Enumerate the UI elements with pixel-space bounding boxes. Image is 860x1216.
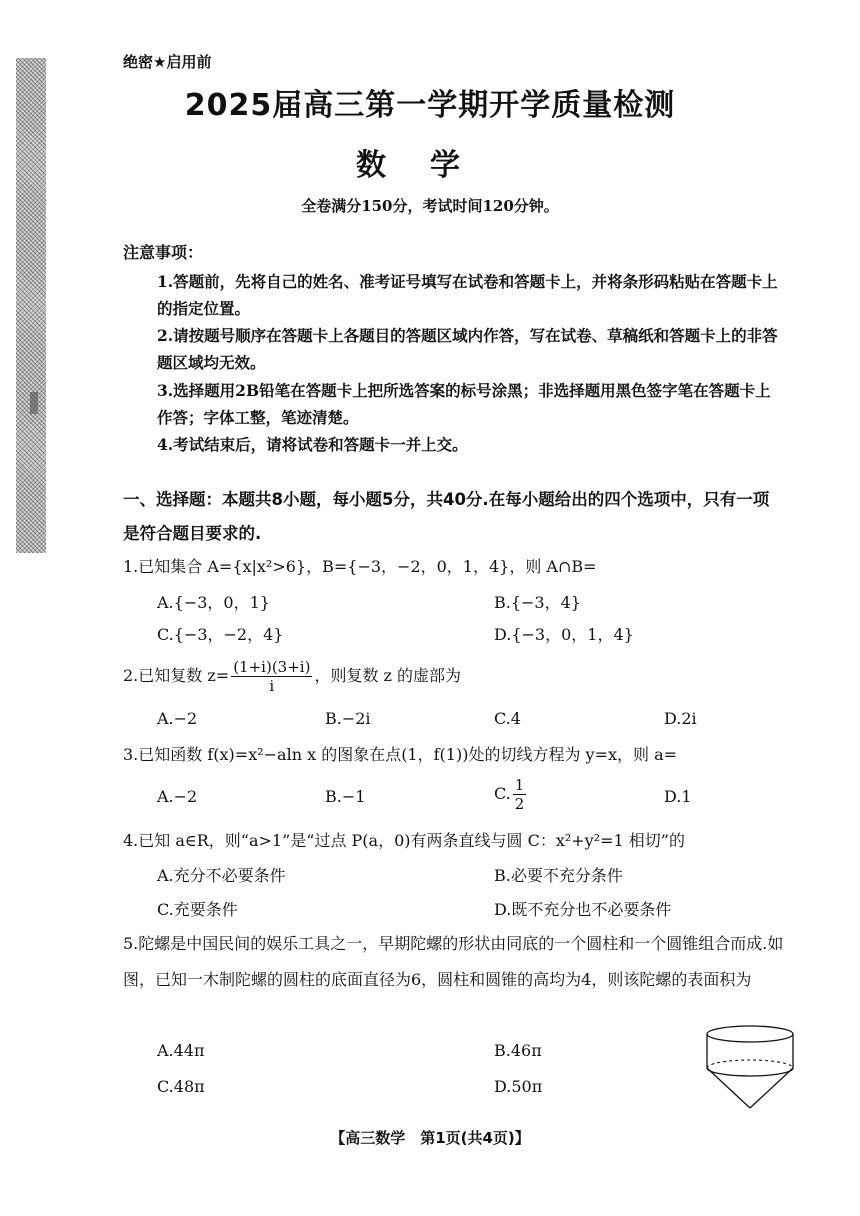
q1-option-a: A.{−3，0，1} bbox=[157, 593, 270, 612]
top-ellipse bbox=[707, 1026, 793, 1042]
q2-stem-after: ，则复数 z 的虚部为 bbox=[314, 666, 462, 685]
q2-option-b: B.−2i bbox=[325, 709, 371, 728]
q4-option-d: D.既不充分也不必要条件 bbox=[494, 900, 672, 919]
q3-option-c-label: C. bbox=[494, 784, 511, 803]
scan-edge-strip bbox=[16, 58, 46, 553]
q3-option-d: D.1 bbox=[664, 787, 692, 806]
note-item: 4.考试结束后，请将试卷和答题卡一并上交。 bbox=[157, 435, 468, 454]
note-item: 1.答题前，先将自己的姓名、准考证号填写在试卷和答题卡上，并将条形码粘贴在答题卡上的指定位置。 bbox=[157, 272, 778, 318]
exam-title: 2025届高三第一学期开学质量检测 bbox=[184, 88, 676, 123]
q2-frac-numerator: (1+i)(3+i) bbox=[233, 658, 311, 676]
question-2-stem bbox=[123, 658, 461, 695]
q2-fraction bbox=[231, 658, 312, 695]
q5-option-d: D.50π bbox=[494, 1077, 543, 1096]
q3-c-numerator: 1 bbox=[514, 776, 525, 794]
question-1-stem: 1.已知集合 A={x|x²>6}，B={−3，−2，0，1，4}，则 A∩B= bbox=[123, 557, 597, 576]
exam-info: 全卷满分150分，考试时间120分钟。 bbox=[301, 197, 559, 215]
base-front-arc bbox=[707, 1068, 793, 1076]
q3-option-a: A.−2 bbox=[157, 787, 198, 806]
q3-option-b: B.−1 bbox=[325, 787, 366, 806]
subject-title bbox=[0, 140, 860, 184]
base-back-arc bbox=[707, 1060, 793, 1068]
q1-option-d: D.{−3，0，1，4} bbox=[494, 625, 634, 644]
q3-option-c bbox=[494, 776, 528, 813]
section-heading: 一、选择题：本题共8小题，每小题5分，共40分.在每小题给出的四个选项中，只有一项是符合题目要求的. bbox=[123, 490, 770, 543]
note-item: 2.请按题号顺序在答题卡上各题目的答题区域内作答，写在试卷、草稿纸和答题卡上的非答题区域均无效。 bbox=[157, 326, 778, 372]
q2-stem-before: 2.已知复数 z= bbox=[123, 666, 230, 685]
cone-left-edge bbox=[707, 1068, 750, 1108]
q5-option-a: A.44π bbox=[157, 1041, 205, 1060]
q3-c-denominator: 2 bbox=[514, 795, 525, 813]
q4-option-b: B.必要不充分条件 bbox=[494, 866, 623, 885]
page-footer: 【高三数学 第1页(共4页)】 bbox=[330, 1129, 530, 1147]
q2-option-a: A.−2 bbox=[157, 709, 198, 728]
spinning-top-figure bbox=[700, 1024, 800, 1112]
cone-right-edge bbox=[750, 1068, 793, 1108]
q4-option-c: C.充要条件 bbox=[157, 900, 238, 919]
q3-option-c-fraction bbox=[513, 776, 527, 813]
question-4-stem: 4.已知 a∈R，则“a>1”是“过点 P(a，0)有两条直线与圆 C：x²+y²=1 相切”的 bbox=[123, 831, 685, 850]
q5-option-c: C.48π bbox=[157, 1077, 205, 1096]
q2-option-d: D.2i bbox=[664, 709, 697, 728]
notes-title: 注意事项： bbox=[123, 243, 204, 262]
q2-frac-denominator: i bbox=[269, 677, 275, 695]
confidential-label: 绝密★启用前 bbox=[123, 53, 212, 71]
q1-option-b: B.{−3，4} bbox=[494, 593, 581, 612]
q4-option-a: A.充分不必要条件 bbox=[157, 866, 286, 885]
question-5-stem: 5.陀螺是中国民间的娱乐工具之一，早期陀螺的形状由同底的一个圆柱和一个圆锥组合而成.如图，已知一木制陀螺的圆柱的底面直径为6，圆柱和圆锥的高均为4，则该陀螺的表面积为 bbox=[123, 934, 784, 989]
q5-option-b: B.46π bbox=[494, 1041, 542, 1060]
q2-option-c: C.4 bbox=[494, 709, 521, 728]
scan-mark bbox=[30, 392, 38, 414]
note-item: 3.选择题用2B铅笔在答题卡上把所选答案的标号涂黑；非选择题用黑色签字笔在答题卡上作答；字体工整，笔迹清楚。 bbox=[157, 381, 771, 427]
subject-text: 数学 bbox=[356, 148, 504, 183]
question-3-stem: 3.已知函数 f(x)=x²−aln x 的图象在点(1，f(1))处的切线方程为 y=x，则 a= bbox=[123, 745, 678, 764]
q1-option-c: C.{−3，−2，4} bbox=[157, 625, 284, 644]
